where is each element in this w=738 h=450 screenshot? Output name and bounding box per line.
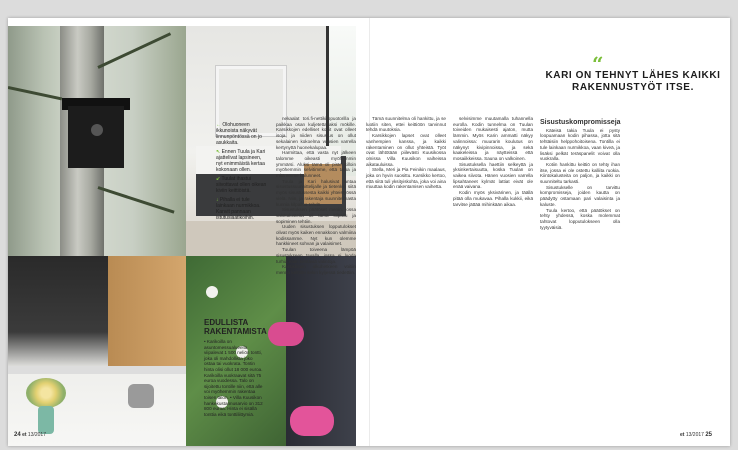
paragraph: Tuulan toiveena lämpöä sisustukseen tavalla, jossa ei luoda turhia vaan kestäviä valintoja. [276,247,356,264]
paragraph: Tuula kertoo, että päätökset on tehty yhdessä, koska molemmat tahtovat lopputulokseen olla tyytyväisiä. [540,207,620,230]
paragraph: selvisimme muutamalla tuhannella eurolla. Kodin tunnelma on Tuulan toiveiden mukaisesti ajaton, mutta lämmin. Myös Karin ammatti näkyy valinnoissa: muurarin koulutus on näkynyt kivipinnoissa, ja sekä kaakeleissa ja näytteissä että mosaiikkeissa. Sauna on valkoinen. [453,116,533,161]
sidebar-title: EDULLISTA RAKENTAMISTA [204,318,267,336]
page-gutter [369,18,370,446]
paragraph: Uuden sisustuksen lopputulokset olivat myös kaiken ennakkoon valmiina kodissamme. Nyt kun olemme hankkineet sohvan ja valaisimet. [276,224,356,247]
photo-captions [216,122,268,224]
paragraph: Sisustuksen päätöset menin, jossa valokalusteita oli tämä kilpailu ja sopiminen tehtiin. [276,207,356,224]
arrow-icon: ↖ [216,149,221,155]
arrow-icon: ↙ [216,176,221,182]
branch [8,86,62,100]
paragraph: nekaalat tori.fi-nettikirppuotorilla ja paikkaa osan kuljetettavaksi mökille. Karsikkojen edelliset kodit ovat olleet isoja, ja niiden sisustus on ollut sekalainen kokoelma vuosien varrella kertynyttä huonekalupaa. [276,116,356,150]
caption-text: Tuulat ihastui siivottavat ollen oikean kiviin keittiöistä. [216,176,267,194]
paragraph: Käteisä takia Tuula ei pysty loopuamaan kodin pihassa, jotta sitä tehtäisiin helppohoitoisena. Tontilla ei tule lainkaan nurmikkoa, vaan kiveä, ja lisäksi pelkät teräspanelit voivat olla vuokralla. [540,127,620,162]
forest-birdhouse-photo [8,26,186,256]
paragraph: Tämä suunnitelma oli hankittu, ja se luotiin siten, ettei keittiöön tarvinnut tehdä muutoksia. [366,116,446,133]
caption [216,149,268,173]
paragraph: Stella, Meri ja Pia Feinikin maalaus, joka on hyvin suosittu. Karsikko kertoo, että siitä tuli yksityiskohta, joka voi aina muuttaa kodin rakentamisen vaihetta. [366,167,446,190]
folio-left [14,432,46,438]
text-column-2 [366,116,446,190]
paragraph: Karsikkojen lapset ovat olleet vanhempien kanssa, ja kaikki rakentaminen on ollut yhteistä. Työt ovat lähtötään piilevästi Kuusikossa omissa Villa Kuusikon vaiheissa aikatauluissa. [366,133,446,167]
magazine-brand: et [680,432,685,438]
caption-text: Pihalla ei tule lainkaan nurmikkoa. Kanvit pannaan istutuslaatikoihin. [216,197,261,221]
kettle [128,384,154,408]
arrow-icon: ↓ [216,197,219,203]
magazine-spread [8,18,730,446]
paragraph: Kotiin hankittu keittiö on tehty ihan itse, jossa ei ole ostettu kalliita ruokia. Kiintokalusteita on paljon, ja kaikki on suunniteltu tarkasti. [540,161,620,185]
bloom [206,286,218,298]
caption-text: Olohuoneen ikkunoista näkyvät linnunpöntössä on jo asukkaita. [216,122,262,146]
paragraph: Tuula ja Kari halusivat antaa sisustussuunnittelijalle ja tietenkin siitä myös sisustuksesta kaikki yhteistyössä vielä. Niin, ja rakentaja suunnitelmasta kunnia kilpailua tehdä. [276,178,356,207]
kitchen-wood-panel [108,256,186,366]
folio-right [680,432,712,438]
paragraph: Harmittaa, että vasta nyt jälkeen talomme oikeasti myöhemmin ymmärsi. Aluksi tämä oli piste silloin myöhemmin selvitimme, että taloa ja mitä emme halunneet. [276,150,356,179]
issue-number: 13/2017 [27,432,46,438]
text-column-3 [453,116,533,207]
quote-icon: “ [592,52,604,76]
branch [98,186,175,214]
caption [216,176,268,194]
paragraph: Sisustuksella haettiin selkeyttä ja yksinkertaisuutta, koska Tuulan on vaikea siivota. Hänen vuosien varrella lipsahtaneet kylmät lattiat eivät ole enää vaivana. [453,161,533,190]
pink-glove [290,406,334,436]
page-number: 25 [705,432,712,438]
paragraph: Kodin myös yksivärinen, ja täällä pitää olla mukavaa. Pihalla kukkii, eikä tarvitse jättää mihinkään aikaa. [453,190,533,207]
info-sidebar [204,318,267,417]
section-heading: Sisustuskompromisseja [540,119,621,126]
text-column-1 [276,116,356,276]
issue-number: 13/2017 [685,432,704,438]
branch [97,32,171,69]
sidebar-text: • Karikoilla on asuntomessualueella viipalevat 1 500 neliön tontti, joka oli mahdollista joko ostaa tai vuokrata. Tontin hinta olisi ollut 18 000 euroa. Karikoilla vuokraavat sitä 75 euroa vuodessa. Talo on sijoitettu tontille niin, että alle voi myöhemmin rakentaa toisen talon. • Villa Kuusikon hankekustannusarvio on 312 800 euroa. Hinta ei sisällä tonttia eikä tonttiliittymiä. [204,339,263,417]
paragraph: Karsikkojen alkuhetkeen voitiin mennä keittiön sekin kyljessä tiedettiin. [276,264,356,275]
pull-quote-headline: KARI ON TEHNYT LÄHES KAIKKI RAKENNUSTYÖT ITSE. [545,70,721,93]
paragraph: Sisustukselle on tarvittu kompromisseja, joiden kautta on päädytty ostamaan pari valaisinta ja kaluste. [540,184,620,207]
kitchen-counter [8,366,186,374]
page-number: 24 [14,432,21,438]
birdhouse-hole [91,124,103,136]
caption [216,122,268,146]
flowers [26,378,66,408]
text-column-4 [540,116,620,230]
birdhouse [68,106,124,168]
arrow-icon: ← [216,122,221,128]
caption-text: Ennen Tuula ja Kari ajattelivat lapsineen, nyt enimmäistä kertaa kokonaan ollen. [216,149,266,173]
pink-glove [268,322,304,346]
caption [216,197,268,221]
kitchen-photo [8,256,186,446]
vase [38,406,54,434]
magazine-brand: et [22,432,27,438]
